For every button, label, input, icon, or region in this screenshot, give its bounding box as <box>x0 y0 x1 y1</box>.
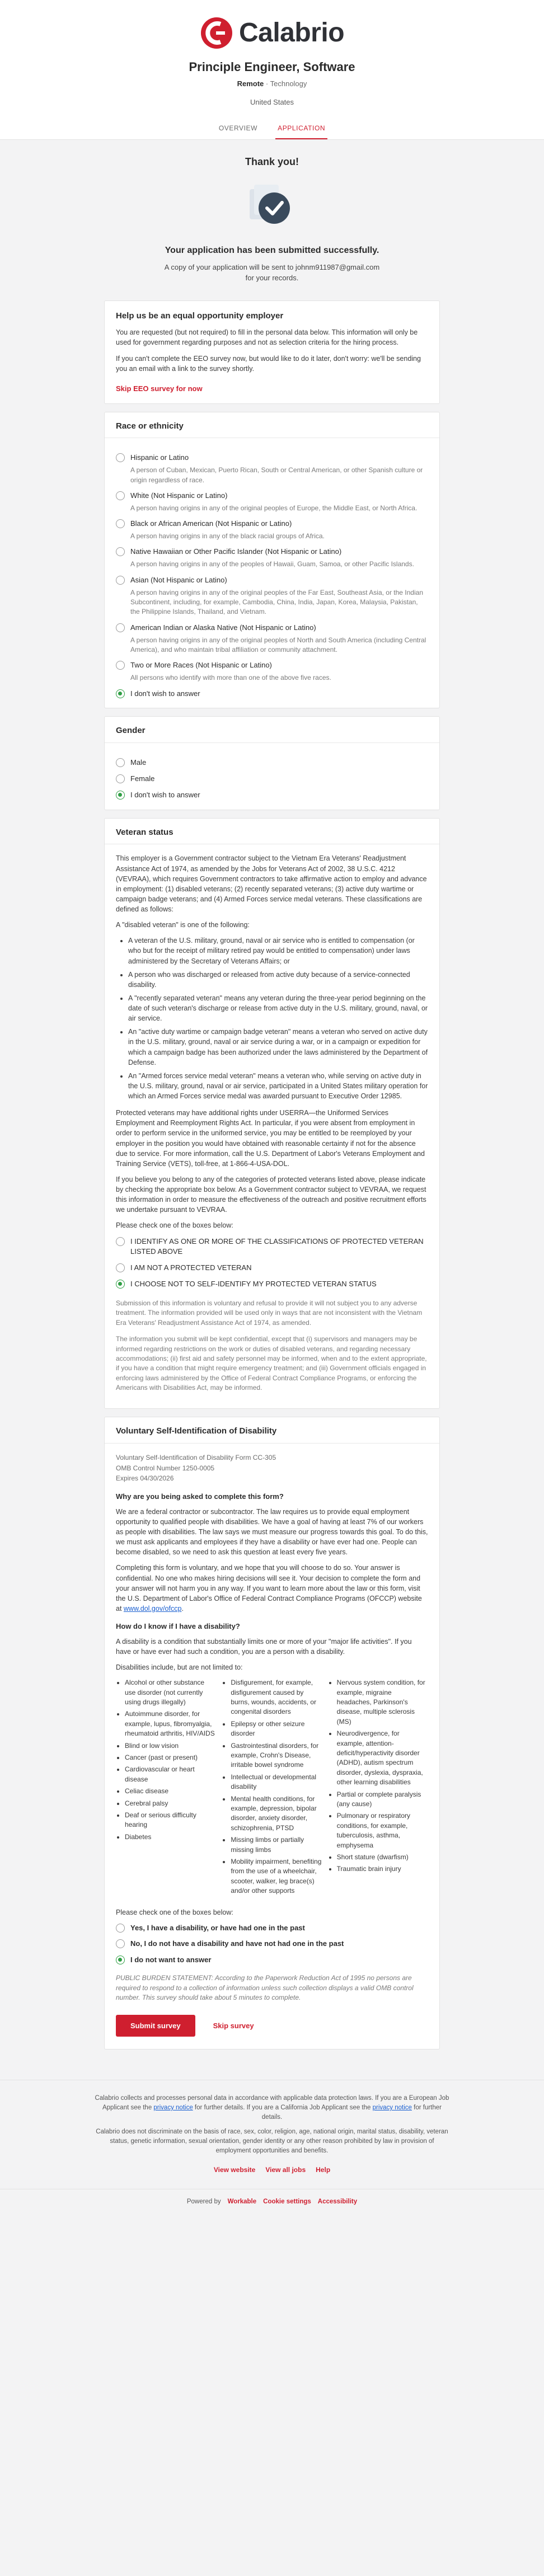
veteran-option-label: I AM NOT A PROTECTED VETERAN <box>130 1263 252 1272</box>
veteran-option-label: I IDENTIFY AS ONE OR MORE OF THE CLASSIFICATIONS OF PROTECTED VETERAN LISTED ABOVE <box>130 1237 424 1256</box>
copy-line-2: for your records. <box>245 273 299 282</box>
disability-example: • Neurodivergence, for example, attention-deficit/hyperactivity disorder (ADHD), autism spectrum disorder, dyslexia, dyspraxia, other learning disabilities <box>337 1729 428 1787</box>
how-p2: Disabilities include, but are not limited to: <box>116 1663 243 1672</box>
disability-example: • Traumatic brain injury <box>337 1864 428 1874</box>
form-number: Voluntary Self-Identification of Disability Form CC-305 <box>116 1454 276 1462</box>
gender-option[interactable] <box>116 758 428 768</box>
race-option-label: Two or More Races (Not Hispanic or Latino) <box>130 661 272 670</box>
tab-overview[interactable]: OVERVIEW <box>218 124 258 133</box>
race-radio[interactable] <box>116 547 125 556</box>
disability-radio[interactable] <box>116 1939 125 1948</box>
veteran-definition: • An "Armed forces service medal veteran" means a veteran who, while serving on active duty in the U.S. military, ground, naval or air service, participated in a United States military operation for which an Armed Forces service medal was awarded pursuant to Executive Order 12985. <box>128 1071 428 1101</box>
how-p1: A disability is a condition that substantially limits one or more of your "major life activities". If you have or have ever had such a condition, you are a person with a disability. <box>116 1637 412 1656</box>
help-link[interactable]: Help <box>316 2166 331 2174</box>
gender-radio[interactable] <box>116 758 125 767</box>
race-option-label: Black or African American (Not Hispanic or Latino) <box>130 519 292 528</box>
submit-survey-button[interactable]: Submit survey <box>116 2015 195 2037</box>
gender-option-label: Female <box>130 774 155 783</box>
cookie-settings-link[interactable]: Cookie settings <box>263 2198 311 2205</box>
gender-radio[interactable] <box>116 774 125 783</box>
disability-form-info <box>116 1452 428 1484</box>
omb-number: OMB Control Number 1250-0005 <box>116 1464 215 1472</box>
why-title: Why are you being asked to complete this form? <box>116 1492 284 1501</box>
veteran-card <box>104 818 440 1409</box>
thanks-title: Thank you! <box>245 156 299 167</box>
veteran-note-1: Submission of this information is voluntary and refusal to provide it will not subject you to any adverse treatment. The information provided will be used only in ways that are not inconsistent with the Vietnam Era Veterans' Readjustment Assistance Act of 1974, as amended. <box>116 1299 423 1327</box>
veteran-p4: If you believe you belong to any of the categories of protected veterans listed above, please indicate by checking the appropriate box below. As a Government contractor subject to VEVRAA, we request this information in order to measure the effectiveness of the outreach and positive recruitment efforts we undertake pursuant to VEVRAA. <box>116 1175 426 1214</box>
disability-example: • Alcohol or other substance use disorder (not currently using drugs illegally) <box>125 1678 216 1707</box>
race-option-label: Native Hawaiian or Other Pacific Islander (Not Hispanic or Latino) <box>130 547 342 556</box>
race-option-desc: A person having origins in any of the original peoples of North and South America (including Central America), and who maintain tribal affiliation or community attachment. <box>130 636 426 654</box>
success-message: Your application has been submitted successfully. <box>165 245 379 255</box>
race-radio[interactable] <box>116 519 125 528</box>
job-department: Technology <box>270 79 307 88</box>
disability-example: • Partial or complete paralysis (any cause) <box>337 1790 428 1809</box>
why-p2-text: Completing this form is voluntary, and we hope that you will choose to do so. Your answer is confidential. No one who makes hiring decisions will see it. Your decision to complete the form and your answer will not harm you in any way. If you want to learn more about the law or this form, visit the U.S. Department of Labor's Office of Federal Contract Compliance Programs (OFCCP) website at <box>116 1564 422 1613</box>
disability-example: • Autoimmune disorder, for example, lupus, fibromyalgia, rheumatoid arthritis, HIV/AIDS <box>125 1709 216 1738</box>
job-title: Principle Engineer, Software <box>189 59 355 74</box>
privacy-text-c: for further details. <box>261 2104 442 2121</box>
race-option-desc: A person having origins in any of the peoples of Hawaii, Guam, Samoa, or other Pacific Islands. <box>130 560 414 568</box>
disability-example: • Gastrointestinal disorders, for example, Crohn's Disease, irritable bowel syndrome <box>231 1741 322 1770</box>
veteran-p5: Please check one of the boxes below: <box>116 1221 233 1230</box>
race-radio[interactable] <box>116 491 125 500</box>
why-p2 <box>116 1563 428 1614</box>
disability-column-1 <box>116 1678 216 1898</box>
disability-examples <box>116 1678 428 1898</box>
main-content <box>104 140 440 2080</box>
veteran-title: Veteran status <box>105 819 439 845</box>
how-title: How do I know if I have a disability? <box>116 1622 240 1631</box>
disability-body <box>105 1444 439 2049</box>
eeo-statement: Calabrio does not discriminate on the basis of race, sex, color, religion, age, national origin, marital status, disability, veteran status, genetic information, sexual orientation, gender identity or any other reason prohibited by law in provision of employment opportunities and benefits. <box>96 2128 448 2154</box>
veteran-definition: • A "recently separated veteran" means any veteran during the three-year period beginning on the date of such veteran's discharge or release from active duty in the U.S. military, ground, naval, or air service. <box>128 993 428 1023</box>
gender-card <box>104 716 440 810</box>
brand-name: Calabrio <box>238 18 345 48</box>
job-workplace: Remote <box>237 79 264 88</box>
veteran-option-label: I CHOOSE NOT TO SELF-IDENTIFY MY PROTECTED VETERAN STATUS <box>130 1280 377 1289</box>
skip-eeo-link[interactable]: Skip EEO survey for now <box>116 384 203 393</box>
eeo-later: If you can't complete the EEO survey now, but would like to do it later, don't worry: we'll be sending you an email with a link to the survey shortly. <box>116 354 421 373</box>
veteran-option[interactable] <box>116 1279 428 1290</box>
race-option[interactable] <box>116 623 428 655</box>
workable-link[interactable]: Workable <box>227 2198 257 2205</box>
gender-option-label: Male <box>130 758 147 767</box>
privacy-text-a: Calabrio collects and processes personal data in accordance with applicable data protection laws. If you are a European Job Applicant see the <box>95 2095 449 2112</box>
page-header <box>0 0 544 140</box>
disability-option-label: I do not want to answer <box>130 1955 212 1964</box>
gender-title: Gender <box>105 717 439 743</box>
meta-separator: · <box>265 79 269 88</box>
privacy-text-b: for further details. If you are a California Job Applicant see the <box>193 2104 373 2112</box>
race-option-label: American Indian or Alaska Native (Not Hispanic or Latino) <box>130 623 316 632</box>
accessibility-link[interactable]: Accessibility <box>317 2198 358 2205</box>
page-footer <box>0 2080 544 2188</box>
powered-bar <box>0 2189 544 2220</box>
veteran-p3: Protected veterans may have additional rights under USERRA—the Uniformed Services Employment and Reemployment Rights Act. In particular, if you were absent from employment in order to perform service in the uniformed service, you may be entitled to be reemployed by your employer in the position you would have obtained with reasonable certainty if not for the absence due to service. For more information, call the U.S. Department of Labor's Veterans Employment and Training Service (VETS), toll-free, at 1-866-4-USA-DOL. <box>116 1109 425 1168</box>
race-radio[interactable] <box>116 623 125 632</box>
disability-example: • Celiac disease <box>125 1787 216 1796</box>
why-p1: We are a federal contractor or subcontractor. The law requires us to provide equal employment opportunity to qualified people with disabilities. We have a goal of having at least 7% of our workers as people with disabilities. The law says we must measure our progress towards this goal. To do this, we must ask applicants and employees if they have a disability or have ever had one. People can become disabled, so we need to ask this question at least every five years. <box>116 1507 428 1557</box>
disability-card <box>104 1417 440 2049</box>
race-card <box>104 412 440 709</box>
job-meta <box>0 79 544 90</box>
disability-option[interactable] <box>116 1939 428 1949</box>
veteran-definition: • A veteran of the U.S. military, ground, naval or air service who is entitled to compensation (or who but for the receipt of military retired pay would be entitled to compensation) under laws administered by the Secretary of Veterans Affairs; or <box>128 936 428 966</box>
race-radio-selected[interactable] <box>116 689 125 698</box>
race-option[interactable] <box>116 660 428 683</box>
veteran-option[interactable] <box>116 1237 428 1258</box>
survey-actions <box>116 2015 428 2037</box>
ofccp-link[interactable]: www.dol.gov/ofccp <box>123 1604 182 1613</box>
veteran-option[interactable] <box>116 1263 428 1273</box>
veteran-body <box>105 844 439 1408</box>
disability-example: • Cerebral palsy <box>125 1799 216 1808</box>
race-options <box>105 438 439 708</box>
race-option-desc: All persons who identify with more than one of the above five races. <box>130 674 331 682</box>
race-option-desc: A person having origins in any of the black racial groups of Africa. <box>130 532 325 540</box>
veteran-radio[interactable] <box>116 1263 125 1272</box>
disability-column-2 <box>222 1678 322 1898</box>
disability-option-label: No, I do not have a disability and have not had one in the past <box>130 1939 344 1948</box>
race-radio[interactable] <box>116 576 125 585</box>
race-option-label: Asian (Not Hispanic or Latino) <box>130 575 227 584</box>
disability-example: • Mental health conditions, for example, depression, bipolar disorder, anxiety disorder, schizophrenia, PTSD <box>231 1794 322 1834</box>
veteran-note-2: The information you submit will be kept confidential, except that (i) supervisors and managers may be informed regarding restrictions on the work or duties of disabled veterans, and regarding necessary accommodations; (ii) first aid and safety personnel may be informed, when and to the extent appropriate, if you have a condition that might require emergency treatment; and (iii) Government officials engaged in enforcing laws administered by the Office of Federal Contract Compliance Programs, or enforcing the Americans with Disabilities Act, may be informed. <box>116 1335 427 1392</box>
gender-options <box>105 743 439 810</box>
race-title: Race or ethnicity <box>105 412 439 439</box>
disability-example: • Mobility impairment, benefiting from the use of a wheelchair, scooter, walker, leg brace(s) and/or other supports <box>231 1857 322 1896</box>
view-all-jobs-link[interactable]: View all jobs <box>265 2166 306 2174</box>
disability-example: • Cardiovascular or heart disease <box>125 1765 216 1784</box>
disability-example: • Intellectual or developmental disability <box>231 1773 322 1792</box>
gender-radio-selected[interactable] <box>116 791 125 800</box>
race-option-desc: A person of Cuban, Mexican, Puerto Rican, South or Central American, or other Spanish culture or origin regardless of race. <box>130 466 423 484</box>
race-option-desc: A person having origins in any of the original peoples of the Far East, Southeast Asia, or the Indian Subcontinent, including, for example, Cambodia, China, India, Japan, Korea, Malaysia, Pakistan, the Philippine Islands, Thailand, and Vietnam. <box>130 588 423 616</box>
race-radio[interactable] <box>116 453 125 462</box>
disability-radio[interactable] <box>116 1924 125 1933</box>
disability-example: • Cancer (past or present) <box>125 1753 216 1762</box>
veteran-p1: This employer is a Government contractor subject to the Vietnam Era Veterans' Readjustment Assistance Act of 1974, as amended by the Jobs for Veterans Act of 2002, 38 U.S.C. 4212 (VEVRAA), which requires Government contractors to take affirmative action to employ and advance in employment: (1) disabled veterans; (2) recently separated veterans; (3) active duty wartime or campaign badge veterans; and (4) Armed Forces service medal veterans. These classifications are defined as follows: <box>116 854 427 914</box>
powered-by-label: Powered by <box>186 2198 221 2205</box>
race-option[interactable] <box>116 547 428 569</box>
disability-example: • Missing limbs or partially missing limbs <box>231 1835 322 1855</box>
race-option[interactable] <box>116 575 428 617</box>
gender-option[interactable] <box>116 774 428 784</box>
eeo-title: Help us be an equal opportunity employer <box>116 311 284 321</box>
privacy-notice-link-ca[interactable]: privacy notice <box>372 2104 412 2112</box>
view-website-link[interactable]: View website <box>213 2166 256 2174</box>
form-expiry: Expires 04/30/2026 <box>116 1474 174 1483</box>
veteran-radio[interactable] <box>116 1237 125 1246</box>
disability-check-label: Please check one of the boxes below: <box>116 1908 233 1916</box>
disability-example: • Deaf or serious difficulty hearing <box>125 1811 216 1830</box>
disability-example: • Short stature (dwarfism) <box>337 1853 428 1862</box>
copy-line-1: A copy of your application will be sent to johnm911987@gmail.com <box>164 262 380 271</box>
gender-option[interactable] <box>116 790 428 801</box>
footer-links <box>0 2165 544 2175</box>
disability-example: • Nervous system condition, for example, migraine headaches, Parkinson's disease, multiple sclerosis (MS) <box>337 1678 428 1727</box>
veteran-radio-selected[interactable] <box>116 1280 125 1289</box>
disability-example: • Diabetes <box>125 1832 216 1842</box>
race-radio[interactable] <box>116 661 125 670</box>
disability-option[interactable] <box>116 1955 428 1966</box>
disability-example: • Epilepsy or other seizure disorder <box>231 1719 322 1739</box>
race-option[interactable] <box>116 689 428 699</box>
eeo-intro: You are requested (but not required) to fill in the personal data below. This information will only be used for government regarding purposes and not as selection criteria for the hiring process. <box>116 328 418 347</box>
copy-notice <box>104 262 440 284</box>
race-option-desc: A person having origins in any of the original peoples of Europe, the Middle East, or North Africa. <box>130 504 418 512</box>
disability-radio-selected[interactable] <box>116 1955 125 1964</box>
veteran-definitions <box>116 936 428 1101</box>
disability-option[interactable] <box>116 1923 428 1934</box>
race-option-label: White (Not Hispanic or Latino) <box>130 491 228 500</box>
disability-example: • Pulmonary or respiratory conditions, for example, tuberculosis, asthma, emphysema <box>337 1811 428 1850</box>
job-tabs <box>0 120 544 139</box>
veteran-definition: • A person who was discharged or released from active duty because of a service-connected disability. <box>128 970 428 990</box>
disability-option-label: Yes, I have a disability, or have had one in the past <box>130 1923 305 1932</box>
eeo-intro-card <box>104 300 440 404</box>
disability-title: Voluntary Self-Identification of Disability <box>105 1417 439 1444</box>
race-option-label: I don't wish to answer <box>130 689 200 698</box>
disability-example: • Blind or low vision <box>125 1741 216 1751</box>
race-option-label: Hispanic or Latino <box>130 453 189 462</box>
job-location: United States <box>250 98 294 107</box>
race-option[interactable] <box>116 491 428 513</box>
skip-survey-button[interactable]: Skip survey <box>210 2021 257 2030</box>
disability-example: • Disfigurement, for example, disfigurement caused by burns, wounds, accidents, or congenital disorders <box>231 1678 322 1717</box>
tab-application[interactable]: APPLICATION <box>275 120 327 139</box>
race-option[interactable] <box>116 453 428 485</box>
success-checkmark-icon <box>244 180 300 231</box>
disability-column-3 <box>328 1678 428 1898</box>
brand-logo[interactable] <box>0 13 544 53</box>
why-p2-end: . <box>181 1604 184 1613</box>
privacy-notice <box>93 2094 451 2122</box>
privacy-notice-link-eu[interactable]: privacy notice <box>153 2104 193 2112</box>
calabrio-logo-icon <box>200 16 233 50</box>
veteran-p2: A "disabled veteran" is one of the following: <box>116 921 250 929</box>
burden-statement: PUBLIC BURDEN STATEMENT: According to the Paperwork Reduction Act of 1995 no persons are required to respond to a collection of information unless such collection displays a valid OMB control number. This survey should take about 5 minutes to complete. <box>116 1974 414 2001</box>
veteran-definition: • An "active duty wartime or campaign badge veteran" means a veteran who served on active duty in the U.S. military, ground, naval or air service during a war, or in a campaign or expedition for which a campaign badge has been authorized under the laws administered by the Department of Defense. <box>128 1027 428 1068</box>
race-option[interactable] <box>116 519 428 541</box>
confirmation <box>104 151 440 284</box>
gender-option-label: I don't wish to answer <box>130 790 200 799</box>
